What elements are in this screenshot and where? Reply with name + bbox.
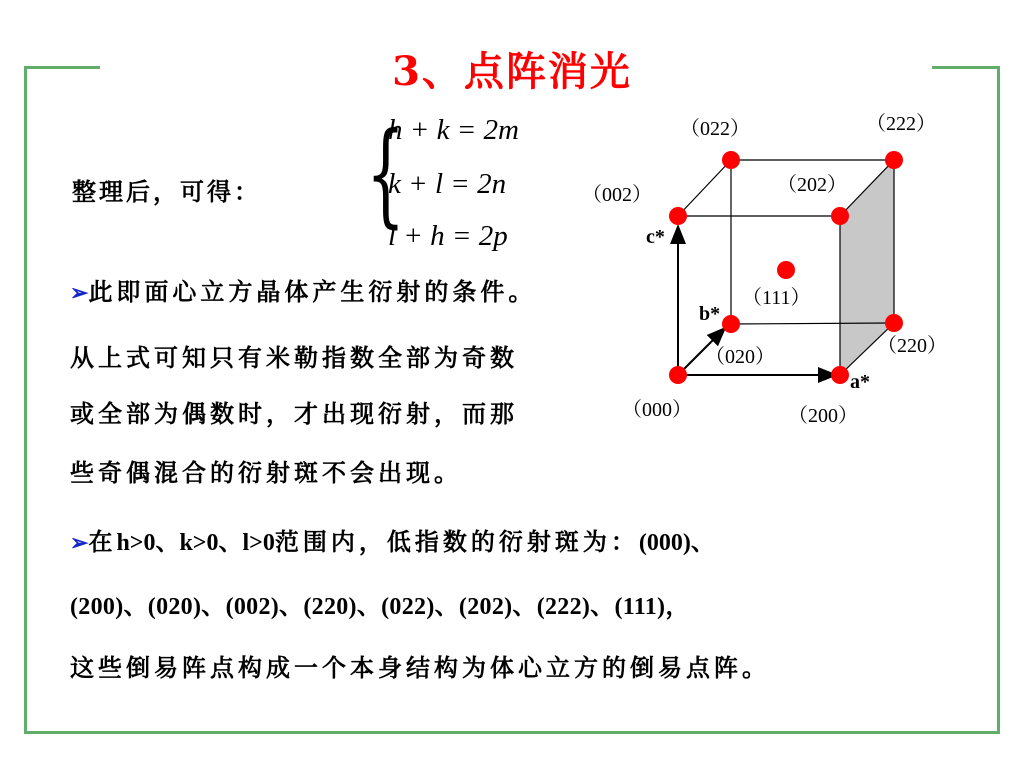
lattice-point-111 — [777, 261, 795, 279]
lattice-point-220 — [885, 314, 903, 332]
paragraph2-end: (000)、 — [638, 530, 715, 556]
cube-edge — [678, 160, 731, 216]
equation-1: h + k = 2m — [388, 114, 519, 146]
bullet-arrow-icon: ➢ — [70, 280, 89, 306]
bullet-arrow-icon: ➢ — [70, 530, 89, 556]
paragraph2-condition: h>0、k>0、l>0 — [116, 530, 275, 556]
paragraph1-line3: 或全部为偶数时，才出现衍射，而那 — [70, 399, 518, 428]
label-222: （222） — [866, 113, 936, 135]
paragraph2-line2: (200)、(020)、(002)、(220)、(022)、(202)、(222)、(111)， — [70, 594, 690, 620]
label-020: （020） — [705, 346, 775, 368]
paragraph1-line2: 从上式可知只有米勒指数全部为奇数 — [70, 343, 518, 372]
axis-label-c: c* — [646, 226, 665, 248]
slide-title: 3、点阵消光 — [392, 48, 632, 95]
equation-brace: { — [366, 109, 406, 239]
axis-label-a: a* — [850, 371, 870, 393]
lattice-point-200 — [831, 366, 849, 384]
label-002: （002） — [582, 184, 652, 206]
label-202: （202） — [777, 174, 847, 196]
lattice-point-202 — [831, 207, 849, 225]
label-200: （200） — [788, 405, 858, 427]
lattice-point-002 — [669, 207, 687, 225]
label-111: （111） — [742, 287, 811, 309]
paragraph1-text1: 此即面心立方晶体产生衍射的条件。 — [88, 277, 537, 306]
label-000: （000） — [622, 399, 692, 421]
paragraph2-text: 范围内，低指数的衍射斑为： — [274, 527, 639, 556]
lattice-point-020 — [722, 315, 740, 333]
label-220: （220） — [877, 335, 947, 357]
equation-3: l + h = 2p — [388, 220, 508, 252]
equation-2: k + l = 2n — [388, 168, 507, 200]
paragraph2-prefix: 在 — [88, 527, 117, 556]
intro-label: 整理后，可得： — [72, 177, 261, 206]
lattice-point-022 — [722, 151, 740, 169]
lattice-point-222 — [885, 151, 903, 169]
label-022: （022） — [680, 118, 750, 140]
lattice-point-000 — [669, 366, 687, 384]
paragraph1-line4: 些奇偶混合的衍射斑不会出现。 — [70, 458, 462, 487]
paragraph2-line3: 这些倒易阵点构成一个本身结构为体心立方的倒易点阵。 — [70, 653, 770, 682]
axis-label-b: b* — [699, 303, 721, 325]
